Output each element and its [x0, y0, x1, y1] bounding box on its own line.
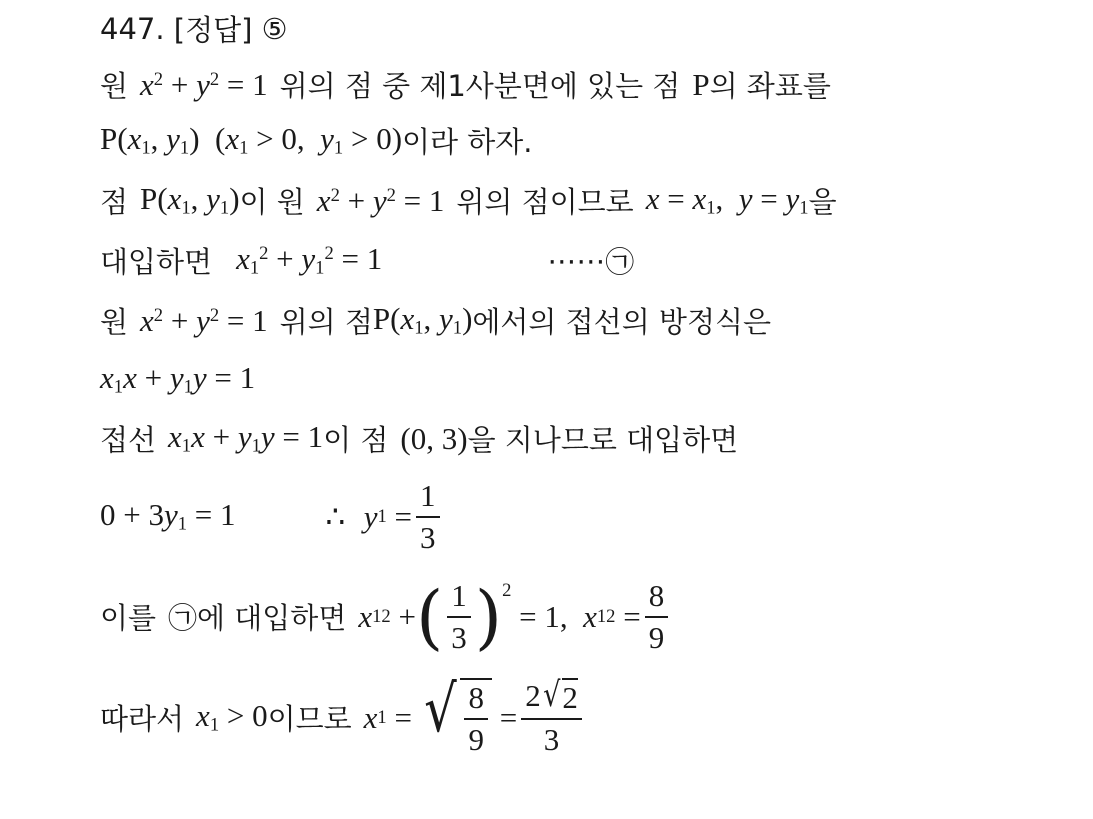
text: 위의 점 중 제1사분면에 있는 점	[279, 69, 681, 103]
line-11	[100, 673, 586, 757]
answer-label: [정답]	[173, 13, 253, 47]
text: 을 지나므로 대입하면	[467, 423, 739, 457]
line-3	[100, 120, 533, 161]
text: 이를	[100, 601, 157, 636]
text: 대입하면	[100, 245, 213, 279]
point-P: P	[692, 66, 710, 102]
substituted-equation: x 1 2 + ( $\frac{1}{3}$ ) $^2$ = 1, x 1 2 = $\frac{8}{9}$	[358, 578, 672, 655]
equation-sub: $0 + 3y_1 = 1$	[100, 497, 236, 535]
tangent-equation: $x_1x + y_1y = 1$	[168, 419, 324, 457]
text: 이 점	[323, 423, 389, 457]
result-y1: y 1 = $\frac{1}{3}$	[364, 478, 444, 555]
equation-circle: $x^2 + y^2 = 1$	[316, 182, 445, 218]
point-P: $P(x_1$, $y_1$)	[140, 181, 240, 219]
text: 이 원	[239, 185, 305, 219]
point-coordinates: $P(x_1$, $y_1$) ($x_1 > 0$, $y_1 > 0$)	[100, 121, 403, 159]
text: 이라 하자.	[402, 125, 533, 159]
point-P: $P(x_1$, $y_1$)	[372, 301, 473, 339]
line-7	[100, 360, 255, 399]
tangent-equation: $x_1x + y_1y = 1$	[100, 360, 256, 398]
line-8	[100, 418, 738, 459]
equation-marker: ㉠	[168, 601, 198, 636]
line-5	[100, 240, 634, 281]
text: 위의 점이므로	[456, 185, 634, 219]
line-4	[100, 180, 837, 221]
equation-circle: $x^2 + y^2 = 1$	[140, 302, 268, 338]
text: 따라서	[100, 702, 185, 737]
line-9	[100, 478, 444, 555]
text: 위의 점	[279, 305, 373, 339]
text: 을	[808, 185, 837, 219]
text: 접선	[100, 423, 157, 457]
text: 원	[100, 69, 129, 103]
text: 점	[100, 185, 129, 219]
substitution: $x = x_1$, $y = y_1$	[645, 181, 809, 219]
text: 에 대입하면	[197, 601, 347, 636]
text: 의 좌표를	[709, 69, 831, 103]
final-answer: x 1 = √ $\frac{8}{9}$ = 2 √ 2 3	[364, 678, 586, 757]
text: 이므로	[267, 702, 352, 737]
point-0-3: (0, 3)	[400, 420, 468, 456]
therefore-symbol: ∴	[325, 498, 346, 534]
equation-1: $x_1^2 + y_1^2 = 1$	[236, 241, 383, 279]
text: 원	[100, 305, 129, 339]
ellipsis: ⋯⋯	[547, 243, 606, 278]
text: 에서의 접선의 방정식은	[472, 305, 771, 339]
answer-header	[100, 8, 288, 49]
line-6	[100, 300, 771, 341]
equation-circle: $x^2 + y^2 = 1$	[140, 66, 268, 102]
equation-marker: ㉠	[605, 245, 635, 279]
line-2	[100, 64, 831, 105]
condition: $x_1 > 0$	[196, 698, 268, 736]
problem-number: 447.	[100, 11, 165, 46]
answer-choice: ⑤	[261, 11, 288, 46]
line-10	[100, 575, 672, 658]
